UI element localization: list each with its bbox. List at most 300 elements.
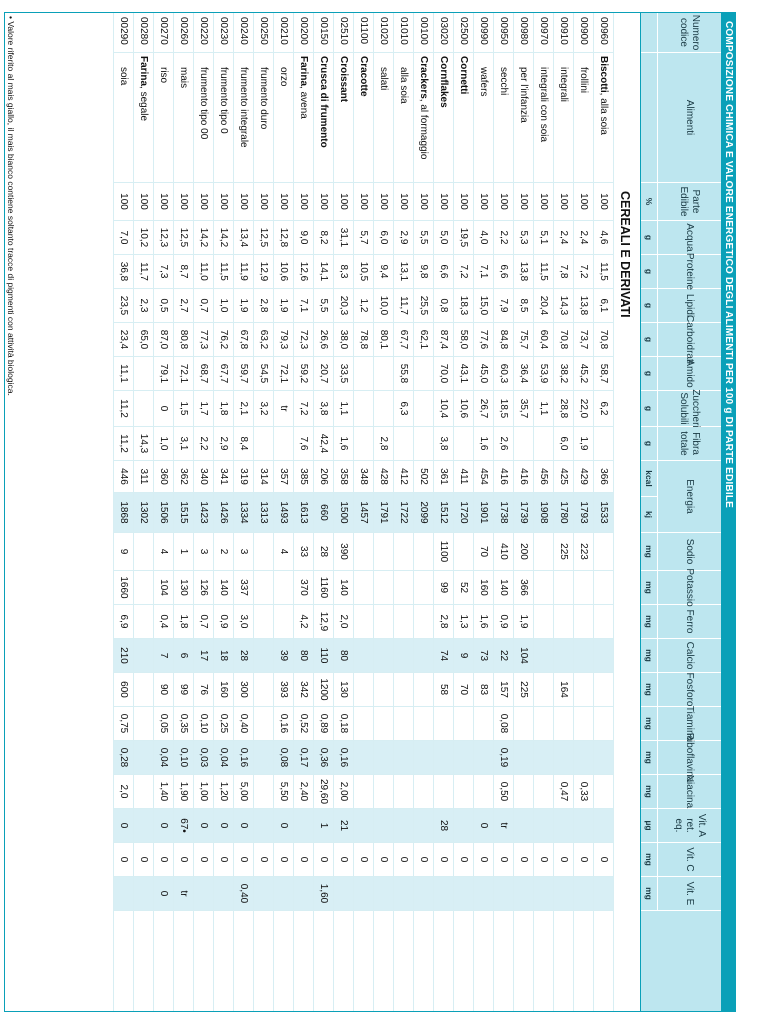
table-cell (214, 877, 233, 911)
table-cell (254, 639, 273, 673)
column-unit: mg (641, 707, 658, 740)
column-header (641, 877, 721, 911)
table-cell: 87,0 (154, 323, 173, 357)
food-name-bold: Croissant (338, 56, 349, 103)
table-cell: 446 (114, 461, 133, 493)
table-cell: 100 (534, 183, 553, 221)
table-cell: 160 (474, 571, 493, 605)
table-cell: 7,3 (154, 255, 173, 289)
table-cell: 12,5 (254, 221, 273, 255)
table-cell: 502 (414, 461, 433, 493)
food-name (554, 53, 573, 183)
table-cell: 77,3 (194, 323, 213, 357)
column-unit: g (641, 357, 658, 390)
table-cell: 76 (194, 673, 213, 707)
table-cell: 11,0 (194, 255, 213, 289)
table-cell (574, 605, 593, 639)
table-cell: 0 (374, 843, 393, 877)
column-header (641, 843, 721, 877)
table-cell (134, 809, 153, 843)
table-cell: 1660 (114, 571, 133, 605)
table-cell: 3 (194, 533, 213, 571)
table-cell: 9 (114, 533, 133, 571)
table-cell: 67,8 (234, 323, 253, 357)
table-cell: 18,3 (454, 289, 473, 323)
table-cell (354, 673, 373, 707)
table-cell (374, 809, 393, 843)
table-cell: 59,2 (294, 357, 313, 391)
table-cell: 10,2 (134, 221, 153, 255)
food-name-variant: riso (158, 67, 169, 84)
table-cell: 200 (514, 533, 533, 571)
table-cell: 1512 (434, 493, 453, 533)
table-cell: 8,2 (314, 221, 333, 255)
table-row (213, 13, 233, 1011)
table-cell: 22,0 (574, 391, 593, 427)
table-cell: 7,2 (454, 255, 473, 289)
table-cell: 0,36 (314, 741, 333, 775)
table-cell: 20,7 (314, 357, 333, 391)
table-cell: 0 (414, 843, 433, 877)
table-cell (254, 741, 273, 775)
food-name-variant: alla soia (398, 67, 409, 104)
food-name (374, 53, 393, 183)
table-cell: 70,0 (434, 357, 453, 391)
table-cell: 0 (254, 843, 273, 877)
table-cell: 3,8 (434, 427, 453, 461)
table-cell (194, 877, 213, 911)
column-unit: mg (641, 673, 658, 706)
table-cell (414, 673, 433, 707)
table-cell: 0 (434, 843, 453, 877)
table-cell: 19,5 (454, 221, 473, 255)
column-unit (641, 13, 658, 52)
table-cell: 2,4 (554, 221, 573, 255)
table-cell: 357 (274, 461, 293, 493)
table-cell: 99 (174, 673, 193, 707)
column-header (641, 461, 721, 533)
table-cell (354, 809, 373, 843)
table-cell: 5,7 (354, 221, 373, 255)
table-cell: 11,2 (114, 427, 133, 461)
table-cell: 26,7 (474, 391, 493, 427)
table-cell: 100 (554, 183, 573, 221)
table-cell: 0 (154, 877, 173, 911)
table-cell: 83 (474, 673, 493, 707)
table-cell: 2,00 (334, 775, 353, 809)
table-cell: 0,5 (154, 289, 173, 323)
food-name (114, 53, 133, 183)
table-cell: 456 (534, 461, 553, 493)
table-cell (574, 877, 593, 911)
table-cell: 100 (114, 183, 133, 221)
table-cell: 1,8 (214, 391, 233, 427)
food-name-variant: mais (178, 67, 189, 89)
food-name-variant: frollini (578, 67, 589, 94)
table-cell: 0 (454, 843, 473, 877)
table-cell: tr (494, 809, 513, 843)
table-cell: 140 (214, 571, 233, 605)
table-cell (414, 775, 433, 809)
table-cell: 1,9 (234, 289, 253, 323)
table-cell (374, 741, 393, 775)
table-cell: 1613 (294, 493, 313, 533)
table-cell: 70,8 (594, 323, 613, 357)
table-cell (434, 707, 453, 741)
table-cell: 412 (394, 461, 413, 493)
table-row (393, 13, 413, 1011)
table-cell: 1,20 (214, 775, 233, 809)
table-cell (414, 741, 433, 775)
table-cell: 0 (574, 843, 593, 877)
column-header (641, 427, 721, 461)
table-cell: 0,75 (114, 707, 133, 741)
column-header-label: Energia (684, 479, 696, 514)
food-name-bold: Cornetti (458, 56, 469, 95)
table-cell: 1,2 (354, 289, 373, 323)
table-row (273, 13, 293, 1011)
table-cell: 42,4 (314, 427, 333, 461)
table-cell: 1,40 (154, 775, 173, 809)
table-cell: 65,0 (134, 323, 153, 357)
food-name (174, 53, 193, 183)
column-unit: µg (641, 809, 658, 842)
table-cell: 160 (214, 673, 233, 707)
table-cell: 43,1 (454, 357, 473, 391)
table-cell: 10,6 (454, 391, 473, 427)
table-cell (414, 639, 433, 673)
column-header (641, 533, 721, 571)
food-code: 00250 (254, 13, 273, 53)
column-header-label: Carboidrati (684, 315, 696, 364)
table-cell: 2,8 (374, 427, 393, 461)
table-cell (134, 673, 153, 707)
table-cell: 8,5 (514, 289, 533, 323)
food-code: 01010 (394, 13, 413, 53)
food-name (214, 53, 233, 183)
column-header (641, 53, 721, 183)
table-cell (134, 775, 153, 809)
table-cell (594, 427, 613, 461)
table-cell: 370 (294, 571, 313, 605)
table-cell (594, 741, 613, 775)
food-name (574, 53, 593, 183)
table-cell: 11,9 (234, 255, 253, 289)
table-cell: 67,7 (394, 323, 413, 357)
food-name-variant: , segale (138, 86, 149, 122)
food-name (154, 53, 173, 183)
table-cell: 1,00 (194, 775, 213, 809)
column-unit: g (641, 391, 658, 426)
table-cell: 1,5 (174, 391, 193, 427)
table-cell: 0,47 (554, 775, 573, 809)
table-cell: 4,6 (594, 221, 613, 255)
table-row (533, 13, 553, 1011)
table-cell: 130 (174, 571, 193, 605)
table-cell: 311 (134, 461, 153, 493)
table-cell: 410 (494, 533, 513, 571)
table-cell: 26,6 (314, 323, 333, 357)
table-cell: 11,1 (114, 357, 133, 391)
column-unit: g (641, 289, 658, 322)
table-cell: 361 (434, 461, 453, 493)
table-cell: 11,7 (394, 289, 413, 323)
table-cell: 8,7 (174, 255, 193, 289)
table-cell (594, 533, 613, 571)
table-cell: 428 (374, 461, 393, 493)
table-cell: 8,3 (334, 255, 353, 289)
table-cell: 1334 (234, 493, 253, 533)
table-cell (454, 775, 473, 809)
table-cell: 0,28 (114, 741, 133, 775)
food-code: 00910 (554, 13, 573, 53)
table-cell: 0 (194, 843, 213, 877)
table-cell: 1100 (434, 533, 453, 571)
table-cell: 337 (234, 571, 253, 605)
food-name (334, 53, 353, 183)
table-cell (454, 809, 473, 843)
column-unit: % (641, 183, 658, 220)
table-cell: 0,19 (494, 741, 513, 775)
table-cell: 100 (314, 183, 333, 221)
table-row (593, 13, 613, 1011)
table-cell: 2,3 (134, 289, 153, 323)
table-cell: 223 (574, 533, 593, 571)
table-cell (414, 605, 433, 639)
table-cell (374, 391, 393, 427)
table-cell: 366 (514, 571, 533, 605)
table-cell: 0 (154, 809, 173, 843)
table-cell: 0 (474, 843, 493, 877)
table-cell: 72,1 (274, 357, 293, 391)
table-cell: 100 (454, 183, 473, 221)
table-cell (434, 877, 453, 911)
table-cell (534, 673, 553, 707)
nutrition-table (4, 12, 736, 1012)
table-cell (414, 533, 433, 571)
table-row (153, 13, 173, 1011)
column-header-label: Tiamina (684, 705, 696, 742)
table-cell: 11,7 (134, 255, 153, 289)
table-cell: 416 (494, 461, 513, 493)
table-cell: 11,5 (534, 255, 553, 289)
column-header-label: Acqua (684, 223, 696, 252)
column-header-label: Calcio (684, 641, 696, 670)
table-cell: 225 (514, 673, 533, 707)
table-cell: 23,4 (114, 323, 133, 357)
food-name (514, 53, 533, 183)
table-cell (494, 877, 513, 911)
food-code: 00270 (154, 13, 173, 53)
table-cell: 100 (234, 183, 253, 221)
table-cell: 36,8 (114, 255, 133, 289)
table-cell (254, 673, 273, 707)
column-header (641, 775, 721, 809)
table-cell: 100 (414, 183, 433, 221)
table-cell: 0 (154, 391, 173, 427)
table-cell: 366 (594, 461, 613, 493)
table-cell: 385 (294, 461, 313, 493)
table-cell: 4,0 (474, 221, 493, 255)
food-name-variant: frumento tipo 00 (198, 67, 209, 140)
food-code: 00990 (474, 13, 493, 53)
table-cell (134, 877, 153, 911)
table-cell: 38,0 (334, 323, 353, 357)
food-code: 00260 (174, 13, 193, 53)
table-cell: 21 (334, 809, 353, 843)
table-cell (394, 775, 413, 809)
column-unit (641, 461, 658, 532)
table-cell (514, 877, 533, 911)
food-name-variant: soia (118, 67, 129, 86)
column-header-label: Numero codice (678, 14, 701, 51)
table-cell: 6,0 (374, 221, 393, 255)
table-cell (134, 571, 153, 605)
table-cell: 0,50 (494, 775, 513, 809)
table-cell: 1313 (254, 493, 273, 533)
table-cell: 2099 (414, 493, 433, 533)
column-header-label: Fosforo (684, 672, 696, 707)
table-cell: 54,5 (254, 357, 273, 391)
food-code: 00290 (114, 13, 133, 53)
food-name-bold: Cornflakes (438, 56, 449, 108)
section-title: CEREALI E DERIVATI (613, 13, 640, 1011)
table-cell: 4 (154, 533, 173, 571)
table-cell: 0,8 (434, 289, 453, 323)
table-cell: 11,5 (214, 255, 233, 289)
table-row (573, 13, 593, 1011)
table-cell: 7,9 (494, 289, 513, 323)
column-unit: mg (641, 741, 658, 774)
table-cell: 0,7 (194, 605, 213, 639)
food-code: 00960 (594, 13, 613, 53)
table-cell: 6,3 (394, 391, 413, 427)
table-cell: 100 (354, 183, 373, 221)
table-cell (374, 707, 393, 741)
table-cell: 0 (494, 843, 513, 877)
table-cell: 342 (294, 673, 313, 707)
table-cell: 72,1 (174, 357, 193, 391)
table-cell: 100 (474, 183, 493, 221)
table-cell: 100 (334, 183, 353, 221)
table-cell (254, 605, 273, 639)
table-cell: 0 (314, 843, 333, 877)
table-cell: 7,2 (574, 255, 593, 289)
table-cell: 100 (594, 183, 613, 221)
table-cell (474, 741, 493, 775)
table-cell (414, 427, 433, 461)
table-row (453, 13, 473, 1011)
food-code: 00970 (534, 13, 553, 53)
table-cell: 425 (554, 461, 573, 493)
table-cell (374, 533, 393, 571)
table-cell: 0,05 (154, 707, 173, 741)
table-cell: 0 (114, 809, 133, 843)
table-cell: 15,0 (474, 289, 493, 323)
unit-kj: kj (644, 510, 654, 519)
table-cell: 0 (474, 809, 493, 843)
table-cell: 314 (254, 461, 273, 493)
table-cell (394, 427, 413, 461)
table-cell (374, 571, 393, 605)
table-cell: 1,6 (334, 427, 353, 461)
table-cell: 7,0 (114, 221, 133, 255)
table-cell: 1,9 (514, 605, 533, 639)
table-cell: 0,08 (494, 707, 513, 741)
table-cell: 38,2 (554, 357, 573, 391)
table-cell: 0 (154, 843, 173, 877)
table-cell: 36,4 (514, 357, 533, 391)
food-name (494, 53, 513, 183)
table-cell: 0,10 (174, 741, 193, 775)
table-cell (354, 391, 373, 427)
table-cell (354, 707, 373, 741)
table-cell: 2,40 (294, 775, 313, 809)
table-cell (594, 605, 613, 639)
table-cell: 2,0 (334, 605, 353, 639)
table-cell: 358 (334, 461, 353, 493)
table-row (133, 13, 153, 1011)
table-cell (254, 533, 273, 571)
table-cell (394, 605, 413, 639)
table-cell: 60,3 (494, 357, 513, 391)
table-cell: 100 (174, 183, 193, 221)
column-header (641, 707, 721, 741)
table-cell (534, 533, 553, 571)
table-cell (394, 741, 413, 775)
column-header (641, 809, 721, 843)
table-cell: 76,2 (214, 323, 233, 357)
table-cell: 1493 (274, 493, 293, 533)
table-cell (594, 775, 613, 809)
header-row (640, 13, 721, 1011)
table-row (353, 13, 373, 1011)
table-cell: 0,03 (194, 741, 213, 775)
column-header (641, 639, 721, 673)
table-cell: 14,2 (214, 221, 233, 255)
table-cell: 2 (214, 533, 233, 571)
table-cell: 0,33 (574, 775, 593, 809)
column-header (641, 605, 721, 639)
table-cell: 4 (274, 533, 293, 571)
table-cell: 70 (474, 533, 493, 571)
table-cell (274, 877, 293, 911)
table-cell (394, 809, 413, 843)
table-cell (254, 571, 273, 605)
table-cell: 0,16 (234, 741, 253, 775)
table-cell: 0 (394, 843, 413, 877)
table-cell (414, 877, 433, 911)
food-name (314, 53, 333, 183)
table-cell: 0 (554, 843, 573, 877)
table-row (313, 13, 333, 1011)
table-cell: 39 (274, 639, 293, 673)
table-cell: 100 (274, 183, 293, 221)
column-header (641, 13, 721, 53)
table-cell: 600 (114, 673, 133, 707)
table-cell (534, 605, 553, 639)
table-cell: 2,1 (234, 391, 253, 427)
food-name (414, 53, 433, 183)
food-name-variant: frumento duro (258, 67, 269, 130)
table-cell: 164 (554, 673, 573, 707)
table-cell: 6 (174, 639, 193, 673)
table-cell: 13,1 (394, 255, 413, 289)
table-cell: 0,89 (314, 707, 333, 741)
table-cell (114, 877, 133, 911)
table-cell: 1908 (534, 493, 553, 533)
table-cell: 0,10 (194, 707, 213, 741)
